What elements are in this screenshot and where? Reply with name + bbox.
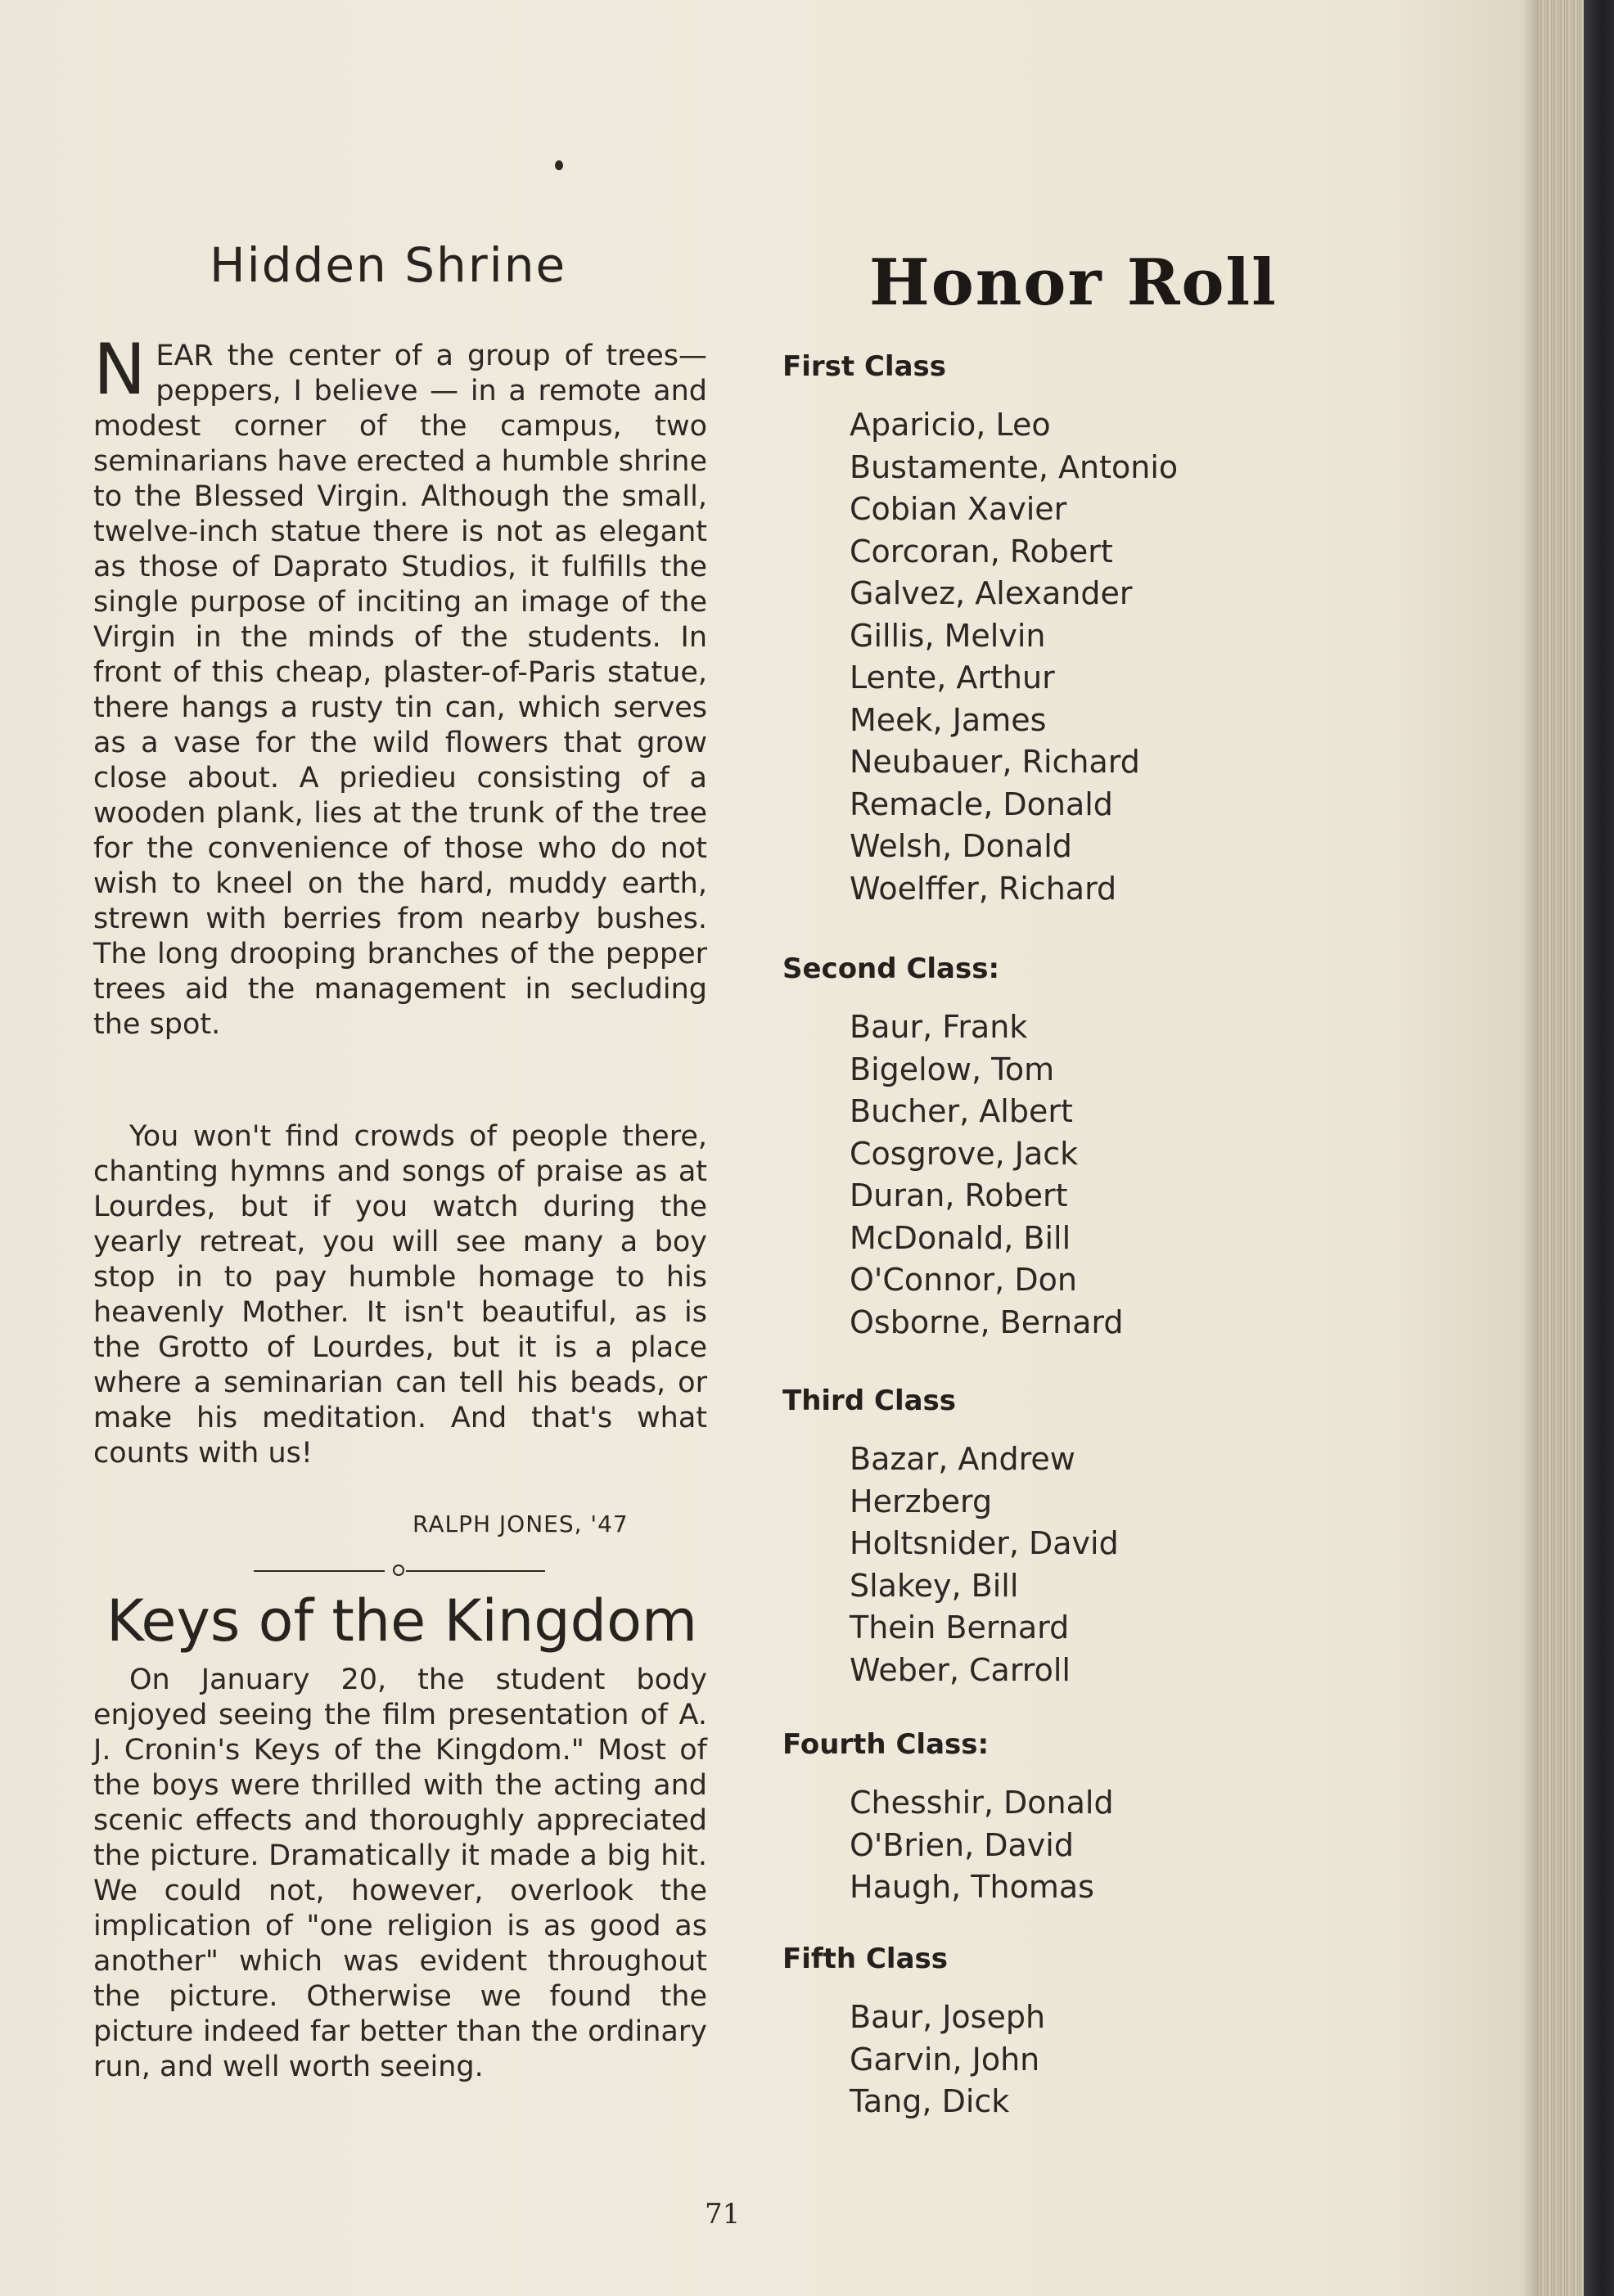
keys-of-the-kingdom-paragraph: On January 20, the student body enjoyed seeing the film presentation of A. J. Cronin's Keys of the Kingdom." Most of the boys were thrilled with the acting and scenic effects and thoroughly appreciated the picture. Dramatically it made a big hit. We could not, however, overlook the implication of "one religion is as good as another" which was evident throughout the picture. Otherwise we found the picture indeed far better than the ordinary run, and well worth seeing. <box>93 1663 707 2083</box>
honor-roll-name: Weber, Carroll <box>850 1651 1071 1688</box>
third-class-list <box>850 1438 1119 1691</box>
hidden-shrine-title: Hidden Shrine <box>210 237 567 293</box>
honor-roll-name: O'Brien, David <box>850 1826 1074 1863</box>
drop-cap: N <box>93 329 147 411</box>
book-binding <box>1584 0 1614 2296</box>
honor-roll-name: Cosgrove, Jack <box>850 1135 1079 1172</box>
honor-roll-name: Holtsnider, David <box>850 1525 1119 1561</box>
honor-roll-name: Cobian Xavier <box>850 491 1067 527</box>
fifth-class-list <box>850 1997 1045 2123</box>
honor-roll-name: Meek, James <box>850 701 1047 738</box>
honor-roll-name: Lente, Arthur <box>850 660 1055 696</box>
honor-roll-name: Woelffer, Richard <box>850 870 1117 907</box>
honor-roll-name: Herzberg <box>850 1483 993 1519</box>
honor-roll-name: Garvin, John <box>850 2041 1040 2078</box>
honor-roll-name: Tang, Dick <box>850 2083 1010 2119</box>
keys-of-the-kingdom-title: Keys of the Kingdom <box>106 1587 698 1654</box>
second-class-list <box>850 1006 1124 1344</box>
honor-roll-name: Gillis, Melvin <box>850 617 1046 654</box>
section-divider <box>254 1563 545 1579</box>
honor-roll-name: Slakey, Bill <box>850 1567 1019 1604</box>
honor-roll-name: Osborne, Bernard <box>850 1303 1124 1340</box>
honor-roll-name: Aparicio, Leo <box>850 407 1051 443</box>
hidden-shrine-paragraph-1-text: EAR the center of a group of trees—peppers, I believe — in a remote and modest corner of the campus, two seminarians have erected a humble shrine to the Blessed Virgin. Although the small, twelve-inch statue there is not as elegant as those of Daprato Studios, it fulfills the single purpose of inciting an image of the Virgin in the minds of the students. In front of this cheap, plaster-of-Paris statue, there hangs a rusty tin can, which serves as a vase for the wild flowers that grow close about. A priedieu consisting of a wooden plank, lies at the trunk of the tree for the convenience of those who do not wish to kneel on the hard, muddy earth, strewn with berries from nearby bushes. The long drooping branches of the pepper trees aid the management in secluding the spot. <box>93 340 707 1041</box>
honor-roll-name: Haugh, Thomas <box>850 1869 1094 1905</box>
honor-roll-name: Neubauer, Richard <box>850 744 1140 780</box>
honor-roll-name: Corcoran, Robert <box>850 533 1113 569</box>
first-class-list <box>850 404 1178 910</box>
third-class-heading: Third Class <box>782 1384 957 1417</box>
page-gutter-shadow <box>1522 0 1539 2296</box>
honor-roll-name: Remacle, Donald <box>850 786 1113 822</box>
honor-roll-name: McDonald, Bill <box>850 1219 1071 1256</box>
second-class-heading: Second Class: <box>782 952 1000 985</box>
honor-roll-name: Duran, Robert <box>850 1177 1068 1213</box>
honor-roll-name: Welsh, Donald <box>850 828 1072 864</box>
first-class-heading: First Class <box>782 350 946 383</box>
fourth-class-list <box>850 1782 1114 1909</box>
honor-roll-name: Baur, Frank <box>850 1009 1028 1045</box>
honor-roll-name: O'Connor, Don <box>850 1262 1077 1298</box>
honor-roll-title: Honor Roll <box>869 245 1278 320</box>
hidden-shrine-paragraph-2: You won't find crowds of people there, chanting hymns and songs of praise as at Lourdes, but if you watch during the yearly retreat, you will see many a boy stop in to pay humble homage to his heavenly Mother. It isn't beautiful, as is the Grotto of Lourdes, but it is a place where a seminarian can tell his beads, or make his meditation. And that's what counts with us! <box>93 1120 707 1470</box>
honor-roll-name: Thein Bernard <box>850 1609 1070 1645</box>
honor-roll-name: Bazar, Andrew <box>850 1441 1075 1477</box>
ornament-dot <box>555 160 563 170</box>
divider-circle <box>393 1564 404 1576</box>
page-number: 71 <box>705 2198 741 2231</box>
hidden-shrine-paragraph-1 <box>93 329 707 1042</box>
honor-roll-name: Baur, Joseph <box>850 1999 1046 2035</box>
article-byline: RALPH JONES, '47 <box>413 1510 629 1537</box>
fifth-class-heading: Fifth Class <box>782 1943 948 1975</box>
divider-line-right <box>406 1570 545 1572</box>
divider-line-left <box>254 1570 385 1572</box>
honor-roll-name: Galvez, Alexander <box>850 575 1133 611</box>
honor-roll-name: Bucher, Albert <box>850 1093 1073 1129</box>
honor-roll-name: Bigelow, Tom <box>850 1051 1055 1087</box>
honor-roll-name: Bustamente, Antonio <box>850 448 1179 485</box>
honor-roll-name: Chesshir, Donald <box>850 1785 1114 1821</box>
fourth-class-heading: Fourth Class: <box>782 1728 990 1761</box>
